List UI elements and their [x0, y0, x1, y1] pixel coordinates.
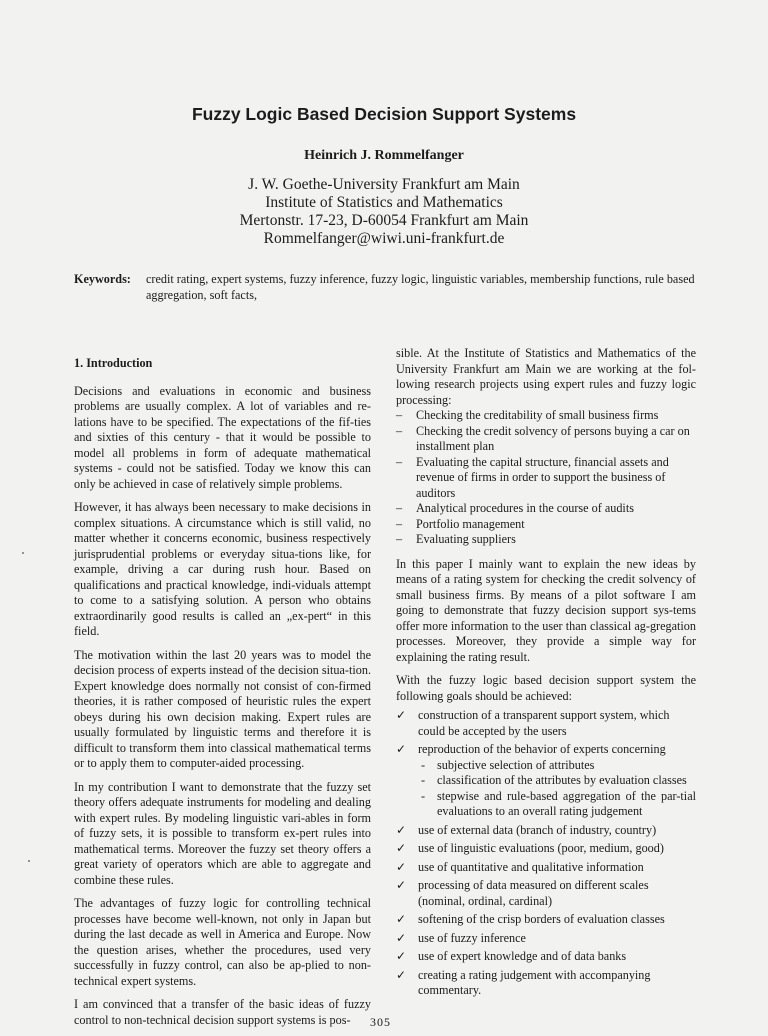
- keywords-block: [74, 271, 704, 303]
- list-item: [396, 742, 696, 820]
- intro-paragraph: I am convinced that a transfer of the basic ideas of fuzzy control to non-technical decision support systems is pos-: [74, 997, 371, 1027]
- list-item: [396, 455, 696, 502]
- scan-speck: [22, 552, 24, 554]
- checkmark-icon: ✓: [396, 967, 407, 982]
- sub-list: [418, 758, 696, 820]
- checkmark-icon: ✓: [396, 841, 407, 855]
- intro-paragraph: In my contribution I want to demonstrate that the fuzzy set theory offers adequate instruments for modeling and dealing with expert rules. By modeling linguistic vari-ables in form of fuzzy sets, it is possible to transform ex-pert rules into mathematical terms. Moreover the fuzzy set theory offers a great variety of operators which are able to aggregate and combine these rules.: [74, 779, 371, 887]
- dash-bullet: –: [396, 516, 403, 531]
- checkmark-icon: ✓: [396, 878, 407, 892]
- affiliation-university: J. W. Goethe-University Frankfurt am Main: [248, 176, 520, 193]
- dash-bullet: –: [396, 501, 403, 515]
- sub-list-item: [418, 758, 696, 774]
- list-item-text: creating a rating judgement with accompanying commentary.: [418, 967, 651, 997]
- intro-paragraph: However, it has always been necessary to make decisions in complex situations. A circumstance which is still valid, no matter whether it concerns economic, business respectively jurisprudential problems or everyday situa-tions like, for example, driving a car during rush hour. Based on qualifications and practical knowledge, indi-viduals attempt to come to a satisfying solution. A person who obtains extraordinarily good results is called an „ex-pert“ in this field.: [74, 500, 371, 638]
- affiliation-address: Mertonstr. 17-23, D-60054 Frankfurt am Main: [239, 212, 529, 229]
- checkmark-icon: ✓: [396, 742, 407, 756]
- list-item-text: Checking the credit solvency of persons buying a car on installment plan: [416, 423, 690, 453]
- paper-aim-paragraph: In this paper I mainly want to explain the new ideas by means of a rating system for checking the credit solvency of small business firms. By means of a pilot software I am going to demonstrate that fuzzy decision support sys-tems offer more information to the user than classical ag-gregation processes. Moreover, they provide a simple way for explaining the rating result.: [396, 556, 696, 664]
- checkmark-icon: ✓: [396, 949, 407, 963]
- intro-paragraph: Decisions and evaluations in economic and business problems are usually complex. A lot of variables and re-lations have to be specified. The expectations of the fif-ties and sixties of this century - that it would be possible to model all problems in form of adequate mathematical systems - could not be satisfied. Today we know this can only be achieved in case of relatively simple problems.: [74, 383, 371, 491]
- list-item: [396, 931, 696, 947]
- list-item: [396, 949, 696, 965]
- intro-paragraph: The advantages of fuzzy logic for controlling technical processes have become well-known, not only in Japan but during the last decade as well in America and Europe. Now the question arises, whether the procedures, used very successfully in fuzzy control, can also be ap-plied to non-technical expert systems.: [74, 896, 371, 988]
- affiliation-block: [0, 176, 768, 248]
- affiliation-institute: Institute of Statistics and Mathematics: [265, 194, 503, 211]
- list-item-text: use of quantitative and qualitative information: [418, 859, 644, 874]
- checkmark-icon: ✓: [396, 822, 407, 837]
- checkmark-icon: ✓: [396, 912, 407, 926]
- sub-list-item-text: stepwise and rule-based aggregation of the par-tial evaluations to an overall rating judgement: [437, 788, 696, 818]
- list-item: [396, 708, 696, 739]
- list-item: [396, 841, 696, 857]
- list-item: [396, 501, 696, 517]
- sub-bullet: -: [421, 757, 426, 772]
- scan-speck: [28, 860, 30, 862]
- list-item: [396, 823, 696, 839]
- intro-paragraph: The motivation within the last 20 years was to model the decision process of experts instead of the decision situa-tion. Expert knowledge does normally not consist of con-firmed theories, it is rather composed of heuristic rules the expert obeys during his own decision making. Expert rules are usually formulated by linguistic terms and therefore it is difficult to transform them into classical mathematical terms or to apply them to computer-aided processing.: [74, 647, 371, 770]
- keywords-text: credit rating, expert systems, fuzzy inference, fuzzy logic, linguistic variables, membership functions, rule based aggregation, soft facts,: [146, 272, 695, 302]
- list-item-text: Evaluating suppliers: [416, 532, 516, 546]
- list-item: [396, 912, 696, 928]
- section-heading: 1. Introduction: [74, 356, 153, 370]
- checkmark-icon: ✓: [396, 859, 407, 874]
- paper-title: Fuzzy Logic Based Decision Support Systems: [191, 104, 577, 124]
- sub-list-item: [418, 789, 696, 820]
- checkmark-icon: ✓: [396, 930, 407, 945]
- sub-bullet: -: [421, 788, 426, 803]
- goals-intro-paragraph: With the fuzzy logic based decision support system the following goals should be achieved:: [396, 673, 696, 703]
- list-item: [396, 968, 696, 999]
- list-item: [396, 408, 696, 424]
- checkmark-icon: ✓: [396, 708, 407, 722]
- left-column: [74, 356, 371, 1036]
- dash-bullet: –: [396, 532, 403, 546]
- list-item-text: Evaluating the capital structure, financial assets and revenue of firms in order to support the business of auditors: [416, 454, 669, 500]
- list-item-text: reproduction of the behavior of experts concerning: [418, 742, 666, 756]
- list-item-text: processing of data measured on different scales (nominal, ordinal, cardinal): [418, 878, 649, 908]
- list-item-text: Analytical procedures in the course of audits: [416, 501, 634, 515]
- list-item-text: Checking the creditability of small business firms: [416, 408, 659, 422]
- page-number: 305: [370, 1015, 391, 1029]
- right-column: [396, 346, 696, 1002]
- list-item: [396, 517, 696, 533]
- list-item-text: Portfolio management: [416, 516, 525, 531]
- goals-list: [396, 708, 696, 999]
- research-projects-list: [396, 408, 696, 548]
- list-item: [396, 878, 696, 909]
- dash-bullet: –: [396, 408, 403, 422]
- list-item: [396, 424, 696, 455]
- list-item: [396, 860, 696, 876]
- list-item-text: use of expert knowledge and of data banks: [418, 949, 627, 963]
- list-item-text: use of external data (branch of industry, country): [418, 822, 657, 837]
- list-item-text: softening of the crisp borders of evaluation classes: [418, 912, 665, 926]
- author-name: Heinrich J. Rommelfanger: [304, 148, 464, 163]
- list-item-text: use of fuzzy inference: [418, 930, 526, 945]
- list-item: [396, 532, 696, 548]
- list-item-text: construction of a transparent support system, which could be accepted by the users: [418, 708, 670, 738]
- sub-list-item-text: classification of the attributes by evaluation classes: [437, 773, 687, 787]
- list-item-text: use of linguistic evaluations (poor, medium, good): [418, 841, 664, 855]
- sub-list-item: [418, 773, 696, 789]
- continued-paragraph: sible. At the Institute of Statistics and Mathematics of the University Frankfurt am Main we are working at the fol-lowing research projects using expert rules and fuzzy logic processing:: [396, 346, 696, 407]
- sub-bullet: -: [421, 773, 426, 787]
- sub-list-item-text: subjective selection of attributes: [437, 757, 595, 772]
- dash-bullet: –: [396, 423, 403, 438]
- dash-bullet: –: [396, 454, 403, 469]
- affiliation-email: Rommelfanger@wiwi.uni-frankfurt.de: [263, 230, 505, 247]
- keywords-label: Keywords:: [74, 272, 131, 286]
